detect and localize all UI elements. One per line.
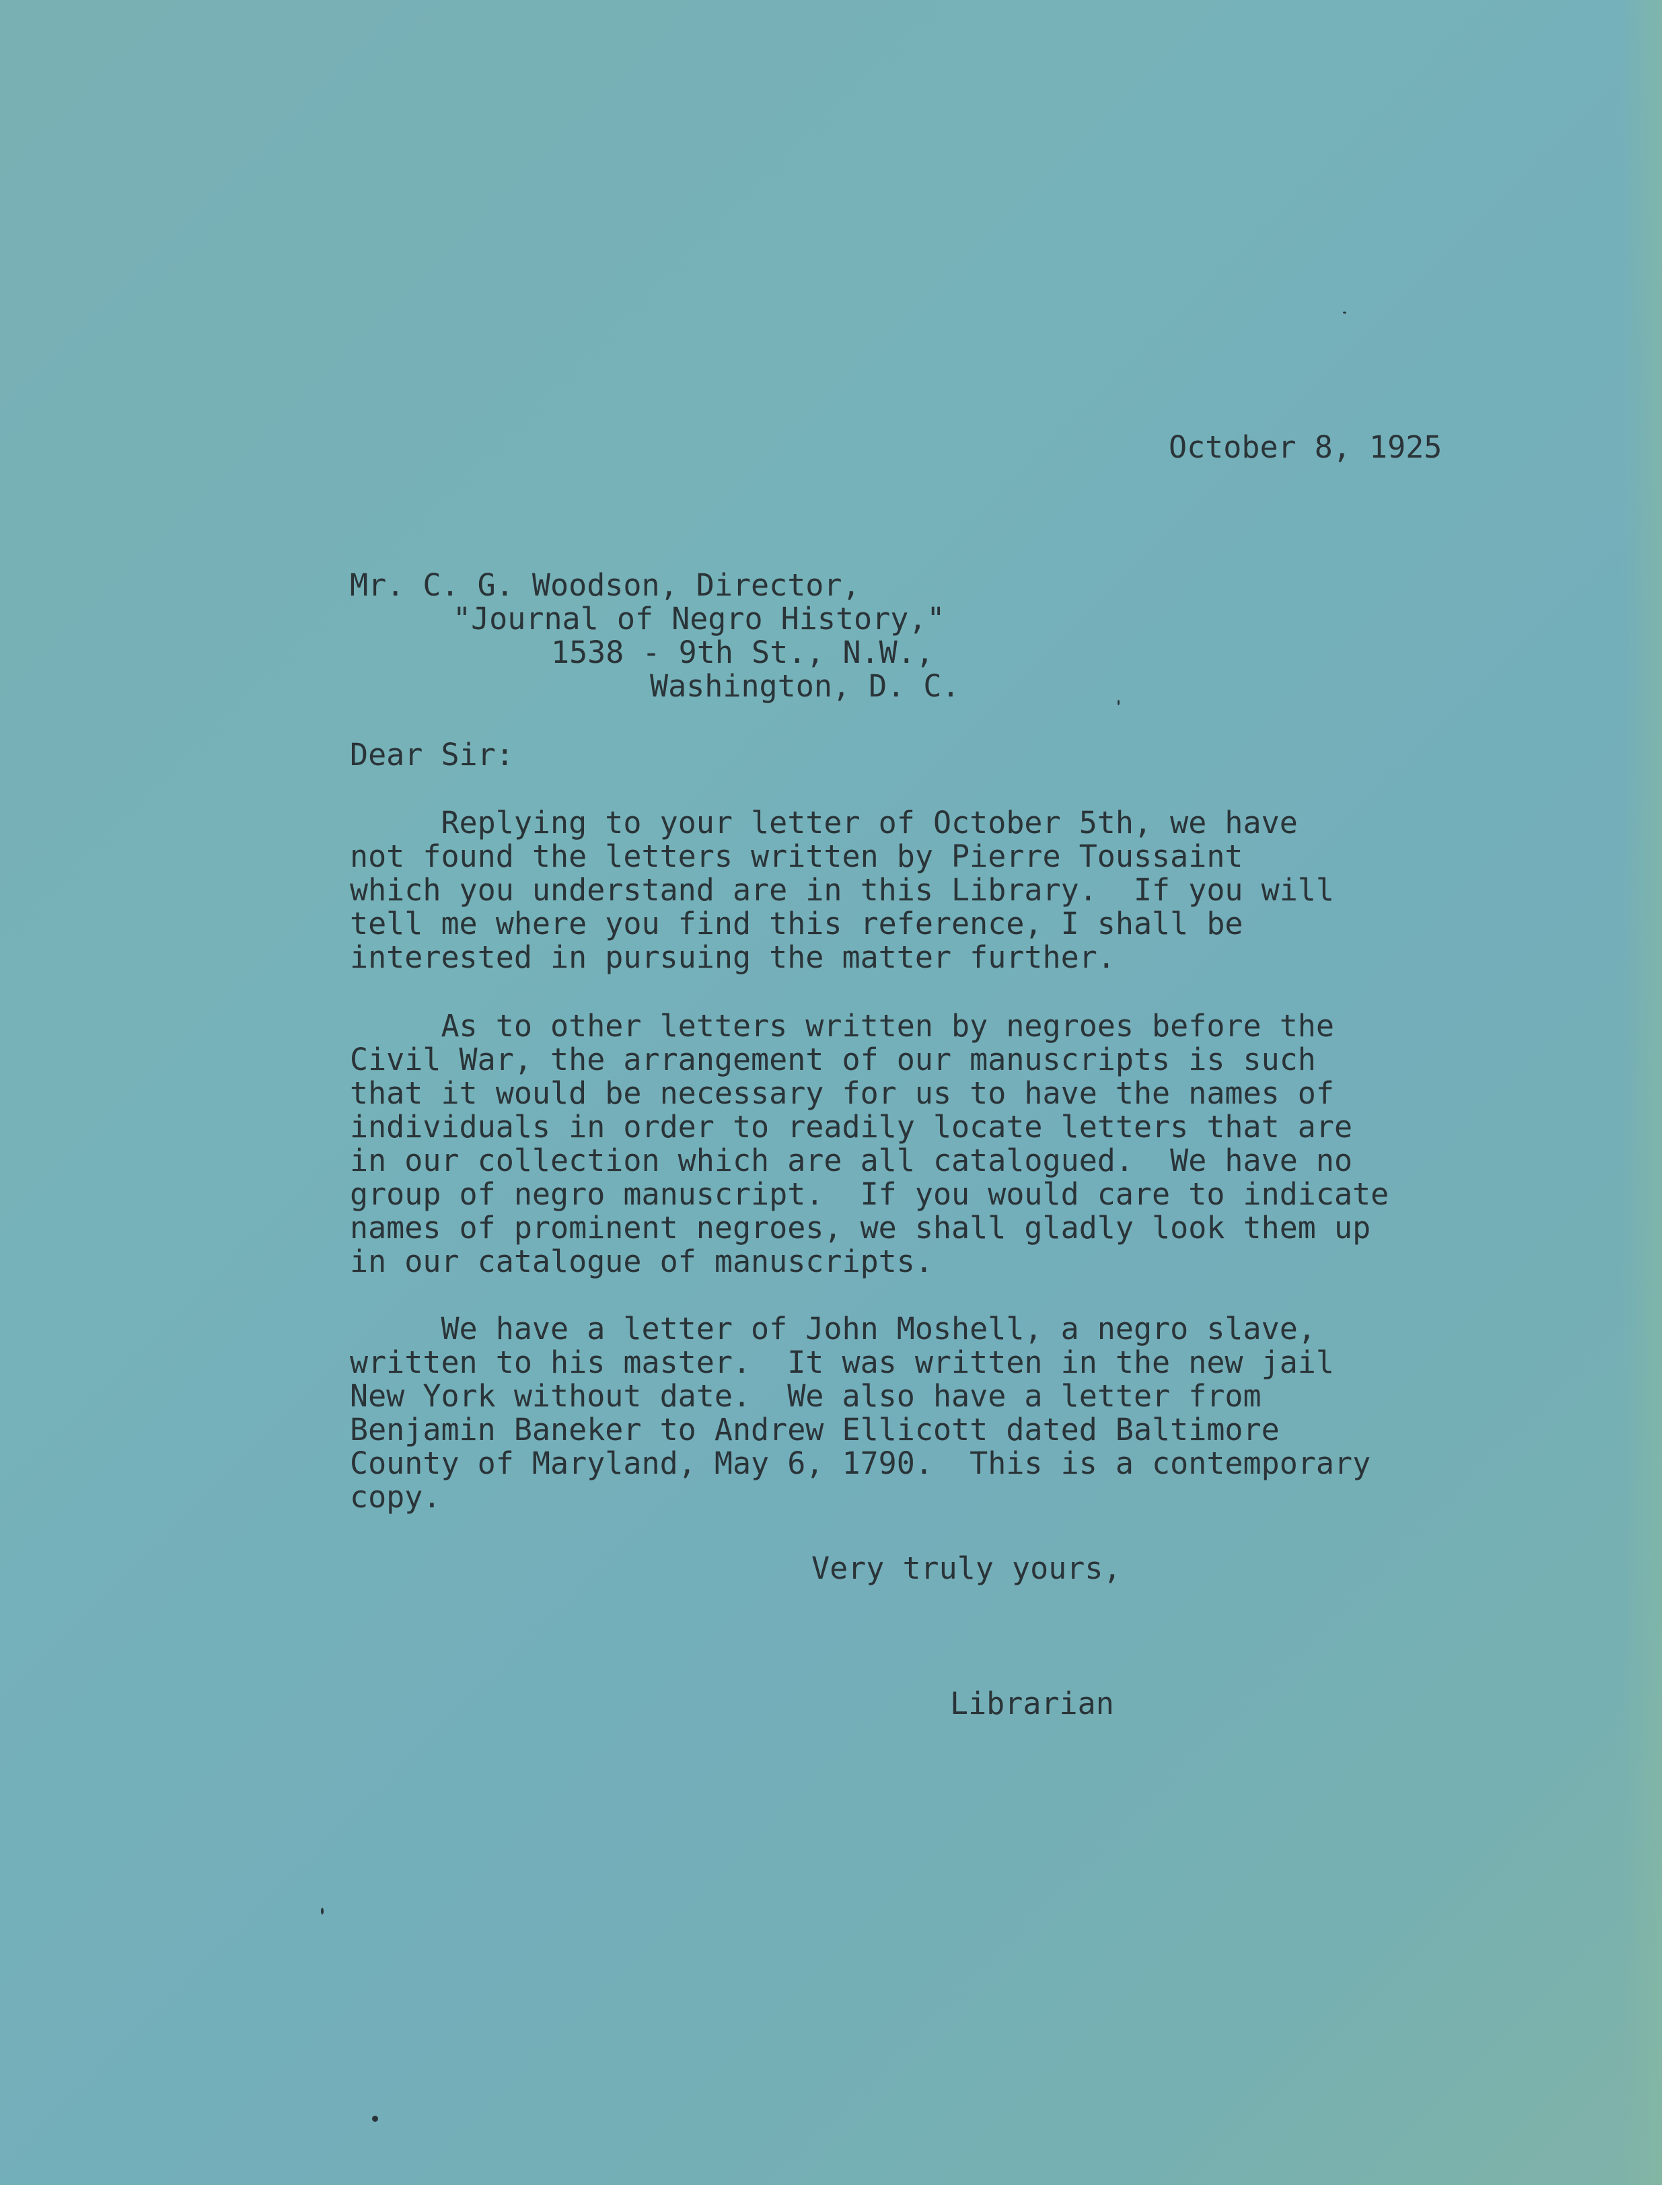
paper-speck (321, 1908, 324, 1914)
complimentary-close: Very truly yours, (811, 1550, 1122, 1586)
recipient-name-line: Mr. C. G. Woodson, Director, (350, 567, 861, 603)
paper-speck (372, 2116, 378, 2122)
signature-title: Librarian (950, 1686, 1114, 1721)
body-paragraph-2: As to other letters written by negroes before the Civil War, the arrangement of our manuscripts is such that it would be necessary for us to have the names of individuals in order to readily locate letters that are in our collection which are all catalogued. We have no group of negro manuscript. If you would care to indicate names of prominent negroes, we shall gladly look them up in our catalogue of manuscripts. (350, 1008, 1389, 1279)
recipient-organization-line: "Journal of Negro History," (453, 601, 945, 637)
paper-speck (1343, 312, 1346, 314)
body-paragraph-3: We have a letter of John Moshell, a negro slave, written to his master. It was written in the new jail New York without date. We also have a letter from Benjamin Baneker to Andrew Ellicott dated Baltimore County of Maryland, May 6, 1790. This is a contemporary copy. (350, 1311, 1371, 1515)
recipient-city-line: Washington, D. C. (650, 668, 960, 704)
paper-speck (1118, 700, 1120, 705)
body-paragraph-1: Replying to your letter of October 5th, we have not found the letters written by Pierre Toussaint which you understand are in this Library. If you will tell me where you find this reference, I shall be interested in pursuing the matter further. (350, 805, 1334, 975)
salutation: Dear Sir: (350, 737, 514, 773)
recipient-street-line: 1538 - 9th St., N.W., (551, 635, 934, 670)
letter-date: October 8, 1925 (1169, 429, 1442, 465)
